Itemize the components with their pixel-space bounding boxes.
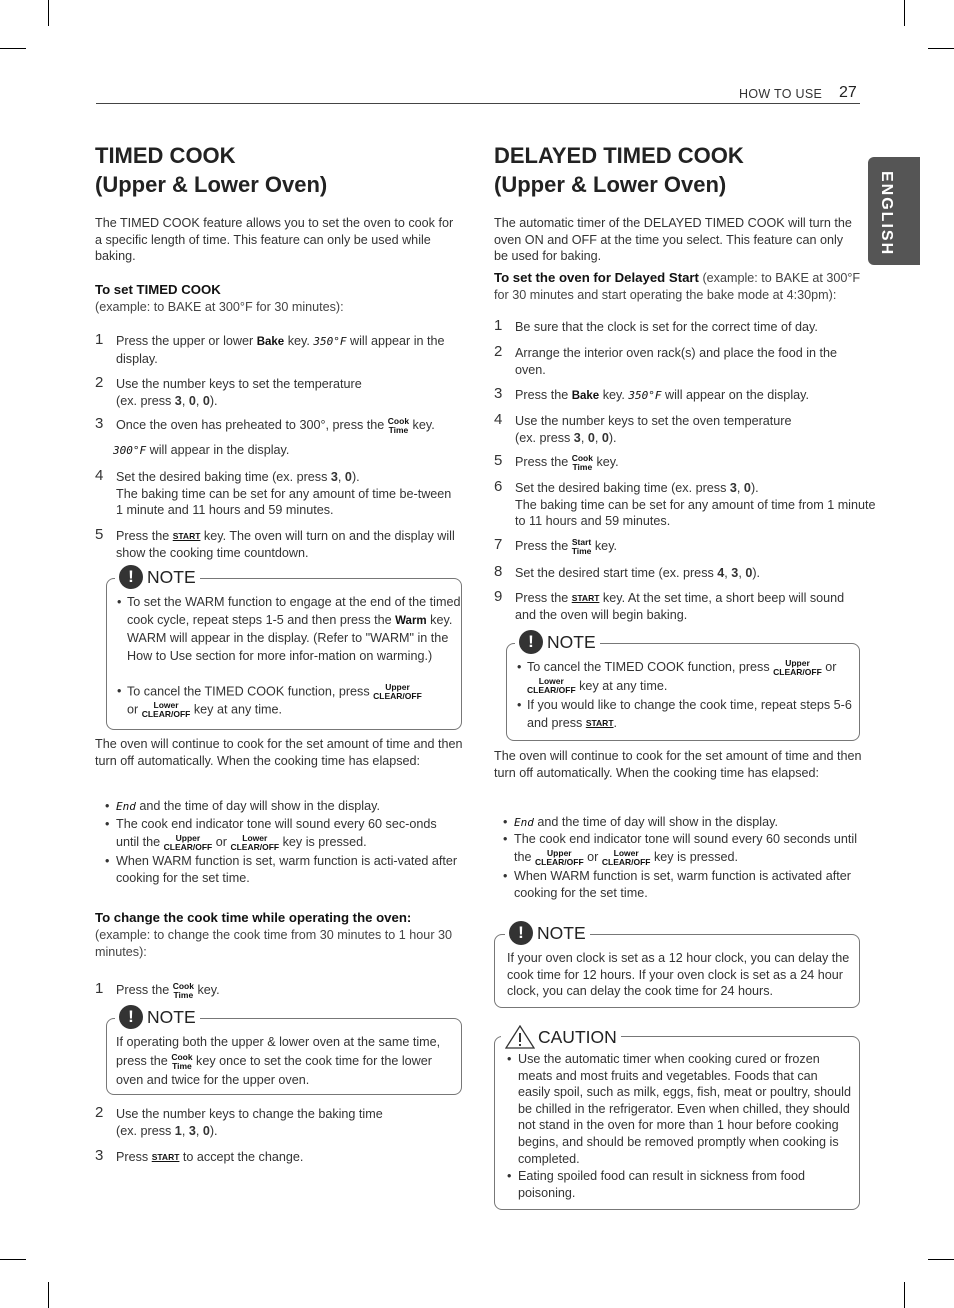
right-step-5 (494, 452, 860, 472)
step-text: key. (284, 334, 314, 348)
step-text: key. (599, 388, 629, 402)
note-text: If operating both the upper & lower oven at the same time, press the (116, 1035, 441, 1068)
left-bullet-2: • The cook end indicator tone will sound every 60 sec-onds until the Upper CLEAR/OFF or Lower CLEAR/OFF key is pressed. (105, 817, 437, 852)
step-text: ). (750, 481, 759, 495)
step-text: Once the oven has preheated to 300°, press the (116, 418, 388, 432)
note-text: . (613, 715, 618, 730)
exclamation-icon: ! (519, 630, 543, 654)
left-change-step-1 (95, 980, 461, 1000)
right-set-heading-text: To set the oven for Delayed Start (494, 270, 699, 285)
number-key: 0 (587, 430, 595, 445)
crop-mark (0, 48, 26, 49)
note-label-text: NOTE (537, 922, 586, 943)
right-step-1 (494, 319, 860, 336)
bullet-text: When WARM function is set, warm function is acti-vated after cooking for the set time. (116, 854, 458, 885)
step-text: key. (591, 539, 618, 553)
number-key: 3 (174, 393, 182, 408)
note-box (494, 922, 860, 1008)
right-bullet-1: • End and the time of day will show in the display. (503, 815, 778, 829)
step-number: 7 (494, 536, 503, 553)
left-step-4: 4 Set the desired baking time (ex. press 3, 0). The baking time can be set for any amount of time be-tween 1 minute and 11 hours and 59 minutes. (95, 467, 452, 517)
number-key: 3 (573, 430, 581, 445)
note-bullet: • To set the WARM function to engage at the end of the timed cook cycle, repeat steps 1-5 and then press the Warm key. WARM will appear in the display. (Refer to "WARM" in the How to Use section for more infor-mation on warming.) (117, 595, 461, 663)
upper-clear-off-key-icon: Upper CLEAR/OFF (163, 832, 213, 852)
bake-key-icon: Bake (256, 336, 285, 348)
step-text: Set the desired baking time (ex. press (515, 481, 730, 495)
number-key: 3 (731, 566, 739, 580)
caution-text: Use the automatic timer when cooking cured or frozen meats and most fruits and vegetables. Foods that can easily spoil, such as milk, eggs, fish, meat or poultry, should be chilled in the refrigerator. Even when chilled, they should not stand in the oven for more than 1 hour before cooking begins, and should be removed promptly when cooking is completed. (518, 1052, 851, 1166)
step-number: 5 (95, 526, 104, 543)
step-text: key. (592, 455, 619, 469)
step-text: to accept the change. (179, 1150, 304, 1164)
right-title (494, 141, 864, 199)
bullet-text: When WARM function is set, warm function is activated after cooking for the set time. (514, 869, 851, 900)
note-box (106, 566, 462, 730)
left-change-step-3 (95, 1149, 461, 1166)
note-text: To cancel the TIMED COOK function, press (127, 684, 374, 699)
step-number: 1 (95, 980, 104, 997)
step-text: key. The oven will turn on and the display will show the cooking time countdown. (116, 529, 455, 560)
bullet-text: and the time of day will show in the display. (135, 799, 380, 813)
step-number: 8 (494, 563, 503, 580)
note-text: key at any time. (190, 702, 283, 717)
step-text: The baking time can be set for any amount of time be-tween 1 minute and 11 hours and 59 minutes. (116, 486, 452, 517)
crop-mark (0, 1259, 26, 1260)
left-step-5 (95, 528, 461, 561)
display-readout: 350°F (628, 389, 662, 402)
note-text: or (821, 660, 837, 674)
note-label (505, 921, 590, 945)
right-bullet-3: • When WARM function is set, warm function is activated after cooking for the set time. (503, 869, 851, 900)
exclamation-icon: ! (509, 921, 533, 945)
step-number: 9 (494, 588, 503, 605)
step-number: 3 (95, 415, 104, 432)
crop-mark (928, 48, 954, 49)
number-key: 0 (344, 470, 352, 484)
step-text: Press the (515, 388, 572, 402)
step-number: 4 (95, 467, 104, 484)
caution-bullet: • Eating spoiled food can result in sickness from food poisoning. (507, 1169, 806, 1200)
right-title-line2: (Upper & Lower Oven) (494, 172, 727, 197)
step-text: The baking time can be set for any amount of time from 1 minute to 11 hours and 59 minutes. (515, 497, 876, 528)
number-key: 0 (202, 1123, 210, 1138)
note-label (515, 630, 600, 654)
step-text: ). (608, 430, 617, 445)
warm-key-icon: Warm (395, 614, 427, 627)
step-number: 3 (95, 1147, 104, 1164)
start-key-icon: START (151, 1152, 180, 1163)
caution-label-text: CAUTION (538, 1026, 617, 1047)
note-text: To set the WARM function to engage at the end of the timed cook cycle, repeat steps 1-5 and then press the (127, 595, 461, 627)
left-title-line2: (Upper & Lower Oven) (95, 172, 328, 197)
left-title (95, 141, 465, 199)
step-number: 1 (494, 317, 503, 334)
right-step-7 (494, 536, 860, 556)
caution-label (501, 1025, 621, 1049)
upper-clear-off-key-icon: Upper CLEAR/OFF (535, 847, 584, 867)
exclamation-icon: ! (119, 565, 143, 589)
right-step-6: 6 Set the desired baking time (ex. press 3, 0). The baking time can be set for any amount of time from 1 minute to 11 hours and 59 minutes. (494, 478, 876, 528)
left-change-heading (95, 909, 463, 962)
step-number: 3 (494, 385, 503, 402)
left-intro: The TIMED COOK feature allows you to set the oven to cook for a specific length of time. This feature can only be used while baking. (95, 216, 454, 263)
left-change-heading-text: To change the cook time while operating the oven: (95, 910, 412, 925)
left-set-heading (95, 282, 463, 315)
step-text: key. At the set time, a short beep will sound and the oven will begin baking. (515, 591, 845, 622)
step-text: (ex. press (116, 1123, 175, 1138)
number-key: 0 (745, 566, 753, 580)
display-readout: End (514, 816, 534, 829)
step-text: Use the number keys to set the temperature (116, 377, 362, 391)
start-time-key-icon: Start Time (571, 536, 592, 556)
left-bullet-1: • End and the time of day will show in the display. (105, 799, 380, 813)
language-tab (868, 157, 920, 265)
language-tab-label: ENGLISH (878, 171, 895, 257)
note-box (506, 631, 860, 741)
step-text: Use the number keys to set the oven temperature (515, 414, 792, 428)
lower-clear-off-key-icon: Lower CLEAR/OFF (601, 847, 651, 867)
right-step-4: 4 Use the number keys to set the oven temperature (ex. press 3, 0, 0). (494, 411, 792, 445)
right-step-3 (494, 387, 860, 405)
bullet-text: The cook end indicator tone will sound every 60 sec-onds until the (116, 817, 437, 849)
number-key: 3 (188, 1123, 196, 1138)
bake-key-icon: Bake (571, 390, 600, 402)
note-text: key once to set the cook time for the lower oven and twice for the upper oven. (116, 1054, 432, 1087)
caution-box (494, 1026, 860, 1210)
lower-clear-off-key-icon: Lower CLEAR/OFF (527, 676, 576, 696)
left-step-2: 2 Use the number keys to set the temperature (ex. press 3, 0, 0). (95, 374, 362, 408)
right-set-example: (example: to BAKE at 300°F for 30 minutes and start operating the bake mode at 4:30pm): (494, 271, 861, 302)
note-text: key. WARM will appear in the display. (Refer to "WARM" in the How to Use section for more infor-mation on warming.) (127, 612, 453, 663)
crop-mark (48, 0, 49, 26)
number-key: 0 (743, 481, 751, 495)
bullet-text: or (583, 850, 602, 864)
number-key: 3 (729, 481, 737, 495)
left-step-1 (95, 333, 461, 367)
step-text: Use the number keys to change the baking time (116, 1107, 383, 1121)
display-readout: 350°F (313, 335, 347, 348)
step-text: Be sure that the clock is set for the correct time of day. (515, 320, 818, 334)
crop-mark (904, 0, 905, 26)
step-text: Press the (116, 983, 173, 997)
cook-time-key-icon: Cook Time (171, 1051, 193, 1071)
step-text: Press the (515, 455, 572, 469)
note-box (106, 1006, 462, 1095)
warning-triangle-icon (505, 1025, 535, 1049)
bullet-text: key is pressed. (650, 850, 738, 864)
cook-time-key-icon: Cook Time (172, 980, 194, 1000)
step-text: Set the desired start time (ex. press (515, 566, 718, 580)
number-key: 0 (188, 393, 196, 408)
note-text: If your oven clock is set as a 12 hour clock, you can delay the cook time for 12 hours. If your oven clock is set as a 24 hour clock, you can delay the cook time for 24 hours. (507, 951, 850, 998)
step-text: Press the (116, 529, 173, 543)
left-after-text: The oven will continue to cook for the set amount of time and then turn off automatically. When the cooking time has elapsed: (95, 737, 463, 768)
step-text: ). (752, 566, 761, 580)
number-key: 0 (202, 393, 210, 408)
upper-clear-off-key-icon: Upper CLEAR/OFF (373, 682, 422, 701)
number-key: 1 (174, 1123, 182, 1138)
caution-text: Eating spoiled food can result in sickness from food poisoning. (518, 1169, 806, 1200)
step-text: will appear in the display. (116, 334, 445, 366)
right-set-heading (494, 270, 862, 303)
left-set-example: (example: to BAKE at 300°F for 30 minutes): (95, 299, 344, 314)
left-change-example: (example: to change the cook time from 30 minutes to 1 hour 30 minutes): (95, 927, 453, 959)
step-text: key. (409, 418, 435, 432)
right-step-9 (494, 590, 860, 623)
step-text: (ex. press (116, 393, 175, 408)
note-text: key at any time. (575, 678, 668, 693)
header-rule (96, 103, 860, 104)
note-text: To cancel the TIMED COOK function, press (527, 660, 774, 674)
bullet-text: key is pressed. (279, 835, 367, 849)
bullet-text: The cook end indicator tone will sound every 60 seconds until the (514, 832, 858, 864)
exclamation-icon: ! (119, 1005, 143, 1029)
start-key-icon: START (172, 531, 201, 542)
step-number: 4 (494, 411, 503, 428)
note-label (115, 565, 200, 589)
right-after-text: The oven will continue to cook for the set amount of time and then turn off automatically. When the cooking time has elapsed: (494, 749, 862, 780)
number-key: 4 (717, 566, 725, 580)
note-bullet: • To cancel the TIMED COOK function, press Upper CLEAR/OFF or Lower CLEAR/OFF key at any time. (517, 657, 837, 696)
left-step-3 (95, 415, 461, 435)
step-text: Press the upper or lower (116, 334, 257, 348)
bullet-text: or (212, 835, 231, 849)
lower-clear-off-key-icon: Lower CLEAR/OFF (141, 700, 191, 719)
lower-clear-off-key-icon: Lower CLEAR/OFF (230, 832, 280, 852)
step-text: will appear on the display. (661, 388, 809, 402)
step-number: 2 (494, 343, 503, 360)
step-number: 5 (494, 452, 503, 469)
cook-time-key-icon: Cook Time (387, 415, 410, 435)
note-label-text: NOTE (147, 566, 196, 587)
step-text: ). (209, 1123, 218, 1138)
start-key-icon: START (585, 717, 614, 728)
left-title-line1: TIMED COOK (95, 143, 236, 168)
upper-clear-off-key-icon: Upper CLEAR/OFF (773, 657, 822, 677)
crop-mark (904, 1282, 905, 1308)
note-label-text: NOTE (147, 1006, 196, 1027)
step-text: (ex. press (515, 430, 574, 445)
step-text: Arrange the interior oven rack(s) and place the food in the oven. (515, 346, 838, 377)
right-step-8: 8 Set the desired start time (ex. press 4, 3, 0). (494, 563, 761, 580)
right-bullet-2: • The cook end indicator tone will sound every 60 seconds until the Upper CLEAR/OFF or Lower CLEAR/OFF key is pressed. (503, 832, 858, 867)
note-bullet: • If you would like to change the cook time, repeat steps 5-6 and press START. (517, 698, 852, 730)
step-text: Press (116, 1150, 152, 1164)
number-key: 0 (601, 430, 609, 445)
right-step-2 (494, 345, 860, 378)
right-intro: The automatic timer of the DELAYED TIMED COOK will turn the oven ON and OFF at the time you select. This feature can only be used for baking. (494, 216, 852, 263)
page-number: 27 (839, 84, 857, 101)
step-text: ). (351, 470, 360, 484)
left-set-heading-text: To set TIMED COOK (95, 282, 221, 297)
note-label-text: NOTE (547, 631, 596, 652)
left-step-3-display (113, 442, 458, 460)
crop-mark (48, 1282, 49, 1308)
crop-mark (928, 1259, 954, 1260)
header-section-title: HOW TO USE (739, 87, 823, 101)
number-key: 3 (330, 470, 338, 484)
display-readout: End (116, 800, 136, 813)
step-text: Set the desired baking time (ex. press (116, 470, 331, 484)
step-text: will appear in the display. (146, 443, 290, 457)
display-readout: 300°F (113, 444, 147, 457)
step-text: ). (209, 393, 218, 408)
note-text: If you would like to change the cook time, repeat steps 5-6 and press (527, 698, 852, 730)
note-bullet: • To cancel the TIMED COOK function, press Upper CLEAR/OFF or Lower CLEAR/OFF key at any time. (117, 682, 422, 719)
caution-bullet: • Use the automatic timer when cooking cured or frozen meats and most fruits and vegetables. Foods that can easily spoil, such as milk, eggs, fish, meat or poultry, should be chilled in the refrigerator. Even when chilled, they should not stand in the oven for more than 1 hour before cooking begins, and should be removed promptly when cooking is completed. (507, 1052, 851, 1166)
note-label (115, 1005, 200, 1029)
step-number: 1 (95, 331, 104, 348)
right-title-line1: DELAYED TIMED COOK (494, 143, 744, 168)
left-change-step-2: 2 Use the number keys to change the baking time (ex. press 1, 3, 0). (95, 1104, 383, 1138)
bullet-text: and the time of day will show in the display. (533, 815, 778, 829)
note-text: or (127, 702, 139, 717)
step-number: 6 (494, 478, 503, 495)
step-number: 2 (95, 1104, 104, 1121)
left-bullet-3: • When WARM function is set, warm function is acti-vated after cooking for the set time. (105, 854, 458, 885)
cook-time-key-icon: Cook Time (571, 452, 593, 472)
step-text: Press the (515, 591, 572, 605)
note-text (116, 1033, 451, 1090)
step-text: Press the (515, 539, 572, 553)
step-text: key. (193, 983, 220, 997)
start-key-icon: START (571, 593, 600, 604)
step-number: 2 (95, 374, 104, 391)
